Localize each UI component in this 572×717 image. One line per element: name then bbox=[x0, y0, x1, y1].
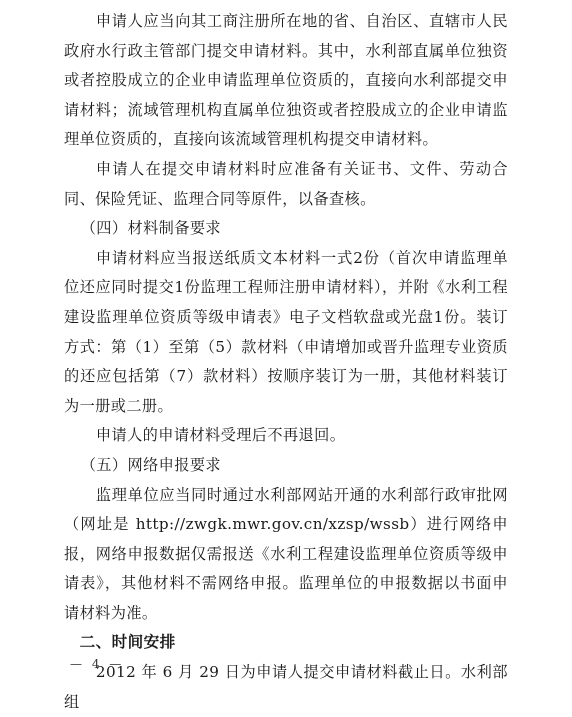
heading-online-submission: （五）网络申报要求 bbox=[80, 455, 222, 474]
paragraph-submission-authority: 申请人应当向其工商注册所在地的省、自治区、直辖市人民政府水行政主管部门提交申请材料。其中，水利部直属单位独资或者控股成立的企业申请监理单位资质的，直接向水利部提交申请材料；流域管理机构直属单位独资或者控股成立的企业申请监理单位资质的，直接向该流域管理机构提交申请材料。 bbox=[64, 12, 508, 149]
heading-material-requirements: （四）材料制备要求 bbox=[80, 219, 222, 238]
paragraph-original-documents: 申请人在提交申请材料时应准备有关证书、文件、劳动合同、保险凭证、监理合同等原件，以备查核。 bbox=[64, 159, 508, 208]
paragraph-online-submission: 监理单位应当同时通过水利部网站开通的水利部行政审批网（网址是 http://zwgk.mwr.gov.cn/xzsp/wssb）进行网络申报，网络申报数据仅需报送《水利工程建设监理单位资质等级申请表》，其他材料不需网络申报。监理单位的申报数据以书面申请材料为准。 bbox=[64, 485, 508, 622]
paragraph-deadline: 2012 年 6 月 29 日为申请人提交申请材料截止日。水利部组 bbox=[64, 663, 508, 711]
section-heading-schedule: 二、时间安排 bbox=[79, 633, 176, 652]
page-number: — 4 — bbox=[70, 657, 125, 671]
paragraph-binding-requirements: 申请材料应当报送纸质文本材料一式2份（首次申请监理单位还应同时提交1份监理工程师注册申请材料），并附《水利工程建设监理单位资质等级申请表》电子文档软盘或光盘1份。装订方式：第（1）至第（5）款材料（申请增加或晋升监理专业资质的还应包括第（7）款材料）按顺序装订为一册，其他材料装订为一册或二册。 bbox=[64, 248, 508, 415]
paragraph-no-return: 申请人的申请材料受理后不再退回。 bbox=[95, 426, 346, 445]
